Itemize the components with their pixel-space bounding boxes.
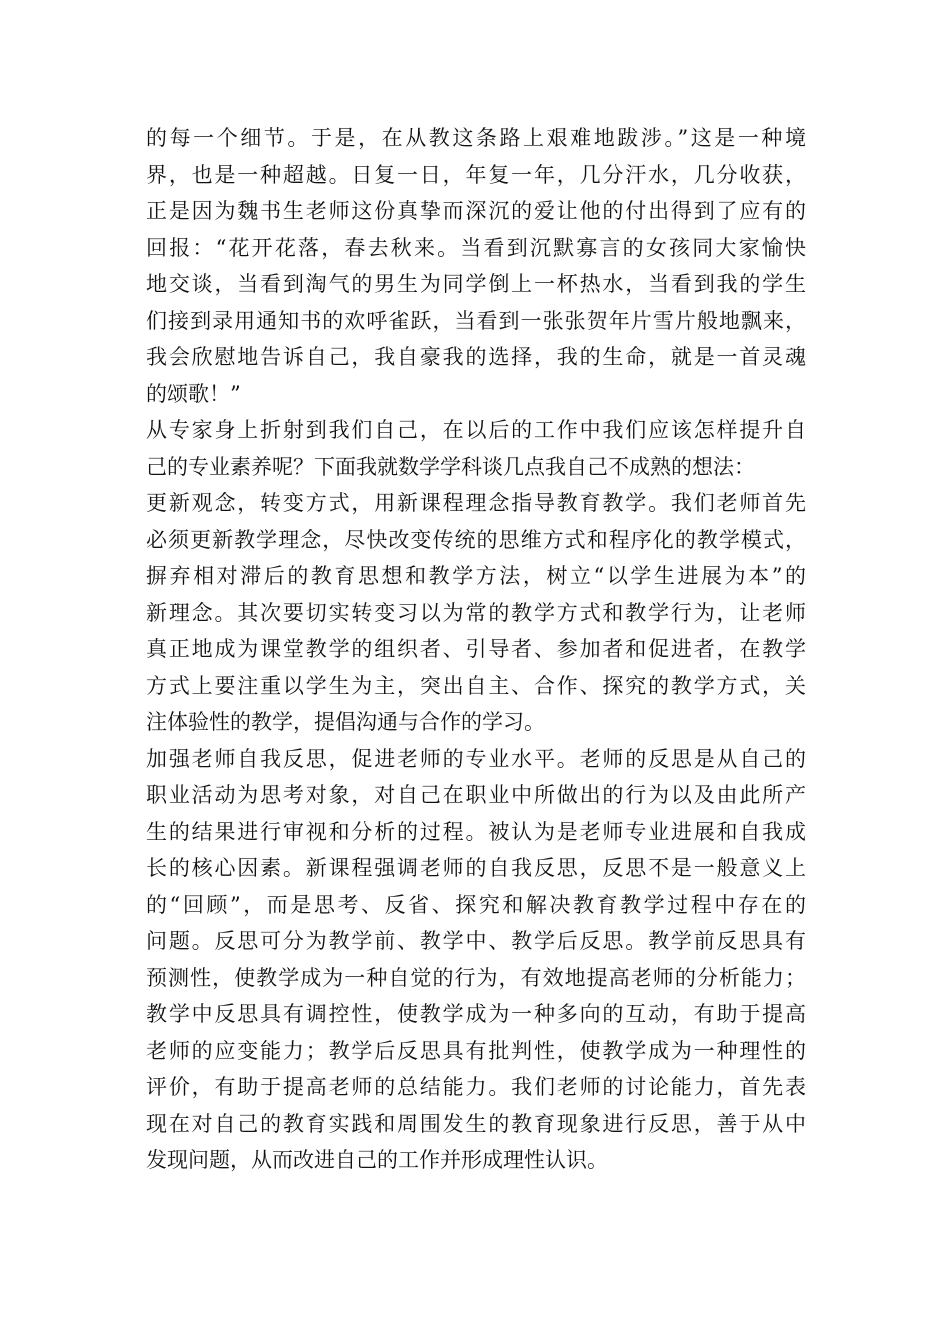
- text-line: 回报：“花开花落，春去秋来。当看到沉默寡言的女孩同大家愉快: [146, 235, 806, 260]
- text-line: 方式上要注重以学生为主，突出自主、合作、探究的教学方式，关: [146, 673, 806, 698]
- text-line: 必须更新教学理念，尽快改变传统的思维方式和程序化的教学模式，: [146, 527, 806, 552]
- text-line: 老师的应变能力；教学后反思具有批判性，使教学成为一种理性的: [146, 1038, 806, 1063]
- body-text: [146, 120, 806, 1179]
- text-line: 己的专业素养呢？下面我就数学学科谈几点我自己不成熟的想法：: [146, 454, 755, 479]
- text-line: 职业活动为思考对象，对自己在职业中所做出的行为以及由此所产: [146, 783, 806, 807]
- text-line: 摒弃相对滞后的教育思想和教学方法，树立“以学生进展为本”的: [146, 564, 806, 588]
- text-line: 问题。反思可分为教学前、教学中、教学后反思。教学前反思具有: [146, 929, 806, 953]
- text-line: 更新观念，转变方式，用新课程理念指导教育教学。我们老师首先: [146, 491, 806, 515]
- text-line: 注体验性的教学，提倡沟通与合作的学习。: [146, 710, 545, 734]
- text-line: 预测性，使教学成为一种自觉的行为，有效地提高老师的分析能力；: [146, 965, 806, 990]
- text-line: 正是因为魏书生老师这份真挚而深沉的爱让他的付出得到了应有的: [146, 199, 806, 223]
- text-line: 生的结果进行审视和分析的过程。被认为是老师专业进展和自我成: [146, 819, 806, 844]
- text-line: 的“回顾”，而是思考、反省、探究和解决教育教学过程中存在的: [146, 892, 806, 917]
- text-line: 从专家身上折射到我们自己，在以后的工作中我们应该怎样提升自: [146, 418, 806, 442]
- text-line: 的颂歌！”: [146, 381, 241, 406]
- text-line: 长的核心因素。新课程强调老师的自我反思，反思不是一般意义上: [146, 856, 806, 880]
- text-line: 教学中反思具有调控性，使教学成为一种多向的互动，有助于提高: [146, 1002, 806, 1026]
- text-line: 地交谈，当看到淘气的男生为同学倒上一杯热水，当看到我的学生: [146, 272, 806, 296]
- text-line: 新理念。其次要切实转变习以为常的教学方式和教学行为，让老师: [146, 600, 806, 625]
- text-line: 的每一个细节。于是，在从教这条路上艰难地跋涉。”这是一种境: [146, 126, 806, 150]
- text-line: 界，也是一种超越。日复一日，年复一年，几分汗水，几分收获，: [146, 162, 806, 187]
- text-line: 真正地成为课堂教学的组织者、引导者、参加者和促进者，在教学: [146, 637, 806, 661]
- text-line: 加强老师自我反思，促进老师的专业水平。老师的反思是从自己的: [146, 746, 806, 771]
- text-line: 们接到录用通知书的欢呼雀跃，当看到一张张贺年片雪片般地飘来，: [146, 308, 806, 333]
- text-line: 现在对自己的教育实践和周围发生的教育现象进行反思，善于从中: [146, 1111, 806, 1136]
- text-line: 评价，有助于提高老师的总结能力。我们老师的讨论能力，首先表: [146, 1075, 806, 1099]
- text-line: 发现问题，从而改进自己的工作并形成理性认识。: [146, 1148, 608, 1172]
- text-line: 我会欣慰地告诉自己，我自豪我的选择，我的生命，就是一首灵魂: [146, 345, 806, 369]
